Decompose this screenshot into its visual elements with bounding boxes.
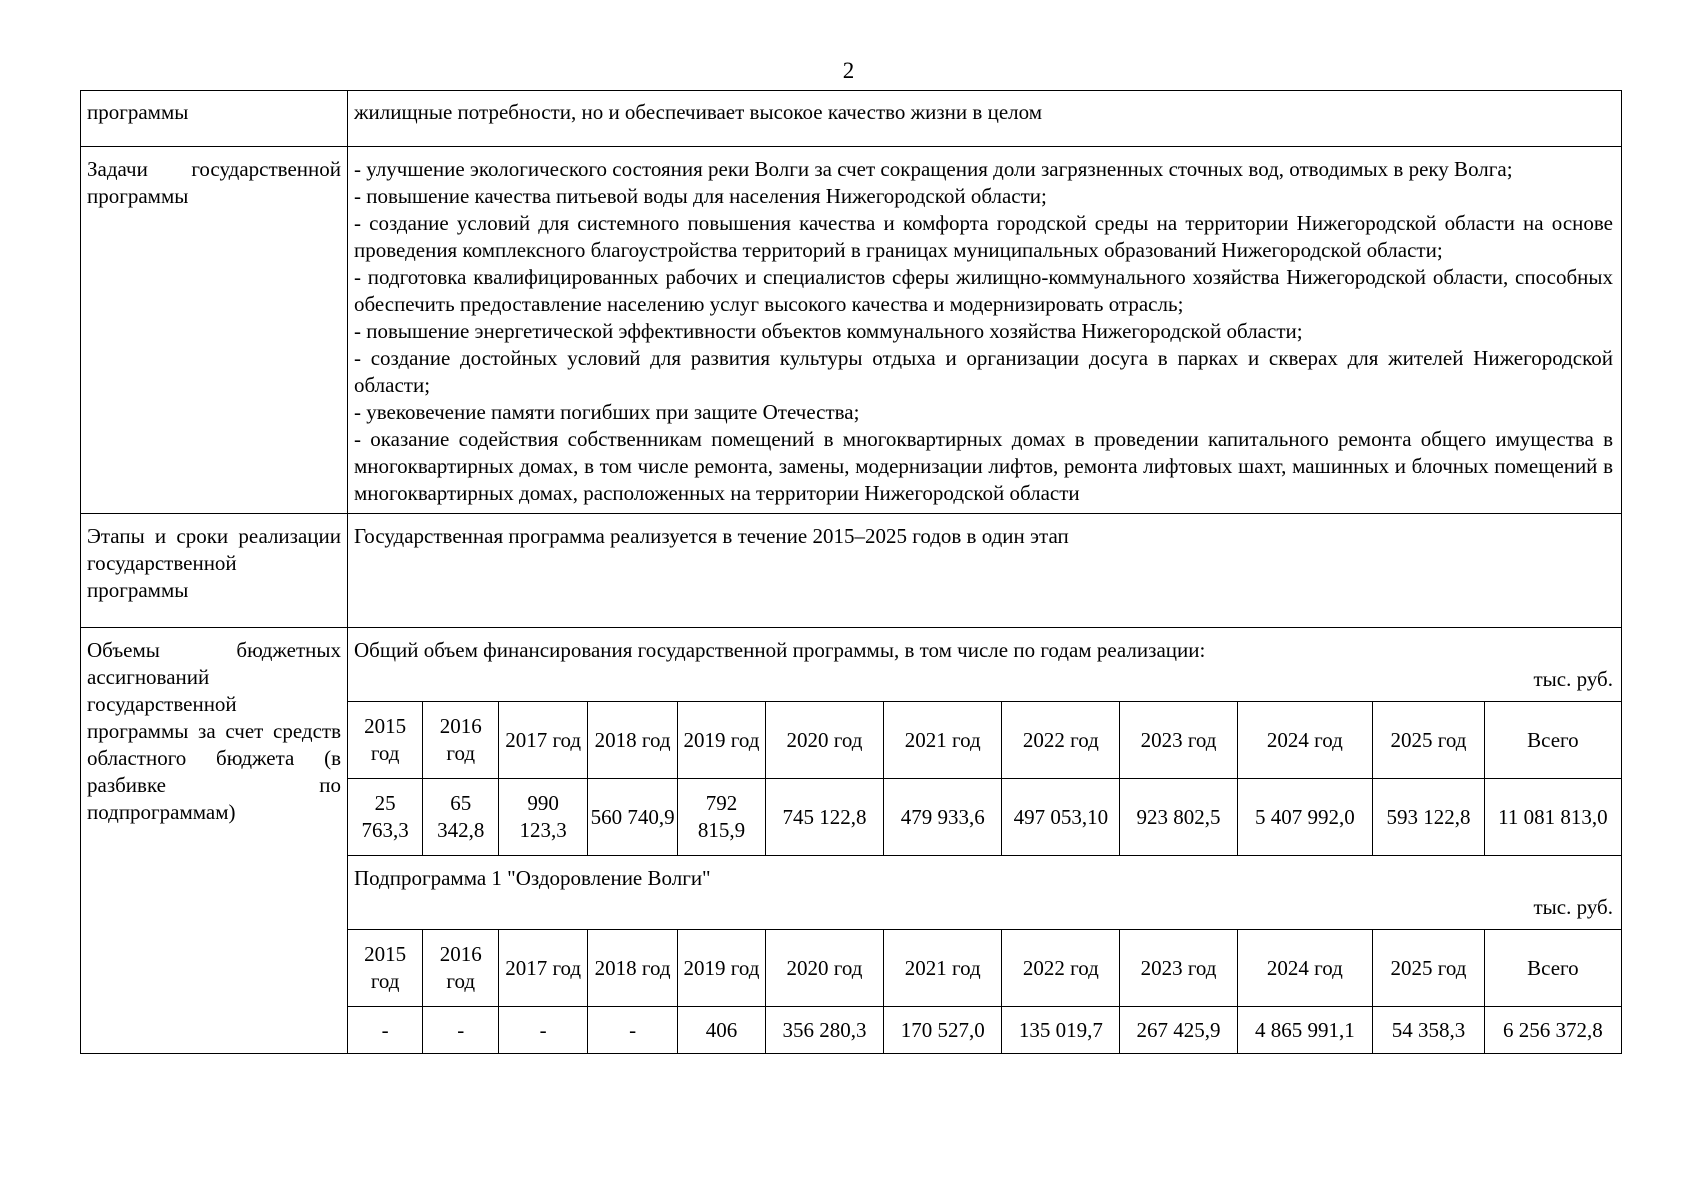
task-item: - создание условий для системного повышения качества и комфорта городской среды на территории Нижегородской области на основе проведения комплексного благоустройства территорий в границах муниципальных образований Нижегородской области; [354, 211, 1613, 262]
value-cell: 593 122,8 [1373, 779, 1485, 856]
value-cell: 5 407 992,0 [1237, 779, 1373, 856]
total-header: Всего [1484, 702, 1621, 779]
intro-text: жилищные потребности, но и обеспечивает высокое качество жизни в целом [348, 91, 1622, 147]
year-header: 2020 год [765, 702, 883, 779]
year-header: 2017 год [499, 702, 588, 779]
subprogram-1-caption: Подпрограмма 1 "Оздоровление Волги" [354, 866, 711, 890]
value-cell: 497 053,10 [1002, 779, 1120, 856]
total-value-cell: 11 081 813,0 [1484, 779, 1621, 856]
tasks-row [81, 147, 1622, 514]
value-cell: 792 815,9 [678, 779, 766, 856]
task-item: - повышение качества питьевой воды для населения Нижегородской области; [354, 184, 1047, 208]
year-header: 2015 год [348, 702, 423, 779]
task-item: - оказание содействия собственникам помещений в многоквартирных домах в проведении капитального ремонта общего имущества в многоквартирных домах, в том числе ремонта, замены, модернизации лифтов, ремонта лифтовых шахт, машинных и блочных помещений в многоквартирных домах, расположенных на территории Нижегородской области [354, 427, 1613, 505]
total-values-row [348, 779, 1621, 856]
stages-text: Государственная программа реализуется в течение 2015–2025 годов в один этап [348, 514, 1622, 628]
year-header: 2024 год [1237, 702, 1373, 779]
tasks-label: Задачи государственной программы [81, 147, 348, 514]
value-cell: - [499, 1007, 588, 1054]
year-header: 2019 год [678, 702, 766, 779]
task-item: - подготовка квалифицированных рабочих и специалистов сферы жилищно-коммунального хозяйства Нижегородской области, способных обеспечить предоставление населению услуг высокого качества и модернизировать отрасль; [354, 265, 1613, 316]
year-header: 2021 год [884, 702, 1002, 779]
program-passport-table [80, 90, 1622, 1054]
value-cell: 54 358,3 [1373, 1007, 1485, 1054]
value-cell: - [423, 1007, 499, 1054]
stages-row [81, 514, 1622, 628]
value-cell: 990 123,3 [499, 779, 588, 856]
stages-label: Этапы и сроки реализации государственной программы [81, 514, 348, 628]
total-financing-table [348, 701, 1621, 856]
value-cell: 923 802,5 [1120, 779, 1237, 856]
task-item: - увековечение памяти погибших при защите Отечества; [354, 400, 860, 424]
intro-row [81, 91, 1622, 147]
task-item: - улучшение экологического состояния реки Волги за счет сокращения доли загрязненных сточных вод, отводимых в реку Волга; [354, 157, 1513, 181]
year-header: 2018 год [588, 930, 678, 1007]
year-header: 2021 год [884, 930, 1002, 1007]
intro-label: программы [81, 91, 348, 147]
budget-content [348, 628, 1622, 1054]
value-cell: 65 342,8 [423, 779, 499, 856]
total-unit-label: тыс. руб. [1533, 667, 1613, 691]
value-cell: 356 280,3 [765, 1007, 883, 1054]
year-header: 2024 год [1237, 930, 1373, 1007]
year-header: 2023 год [1120, 930, 1237, 1007]
value-cell: 267 425,9 [1120, 1007, 1237, 1054]
budget-row [81, 628, 1622, 1054]
year-header: 2023 год [1120, 702, 1237, 779]
task-item: - создание достойных условий для развития культуры отдыха и организации досуга в парках и скверах для жителей Нижегородской области; [354, 346, 1613, 397]
subprogram-1-values-row [348, 1007, 1621, 1054]
value-cell: 406 [678, 1007, 766, 1054]
page-number: 2 [842, 58, 855, 83]
year-header-row [348, 702, 1621, 779]
year-header: 2016 год [423, 930, 499, 1007]
value-cell: - [588, 1007, 678, 1054]
subprogram-1-table [348, 929, 1621, 1053]
value-cell: 135 019,7 [1002, 1007, 1120, 1054]
value-cell: 479 933,6 [884, 779, 1002, 856]
total-financing-caption: Общий объем финансирования государственной программы, в том числе по годам реализации: [354, 638, 1206, 662]
year-header-row [348, 930, 1621, 1007]
value-cell: 25 763,3 [348, 779, 423, 856]
year-header: 2020 год [765, 930, 883, 1007]
value-cell: 560 740,9 [588, 779, 678, 856]
year-header: 2025 год [1373, 930, 1485, 1007]
budget-label: Объемы бюджетных ассигнований государственной программы за счет средств областного бюджета (в разбивке по подпрограммам) [81, 628, 348, 1054]
value-cell: 745 122,8 [765, 779, 883, 856]
task-item: - повышение энергетической эффективности объектов коммунального хозяйства Нижегородской области; [354, 319, 1303, 343]
year-header: 2025 год [1373, 702, 1485, 779]
year-header: 2015 год [348, 930, 423, 1007]
year-header: 2018 год [588, 702, 678, 779]
subprogram-1-unit-label: тыс. руб. [1533, 895, 1613, 919]
total-header: Всего [1484, 930, 1621, 1007]
value-cell: 4 865 991,1 [1237, 1007, 1373, 1054]
year-header: 2022 год [1002, 702, 1120, 779]
value-cell: 170 527,0 [884, 1007, 1002, 1054]
value-cell: - [348, 1007, 423, 1054]
year-header: 2016 год [423, 702, 499, 779]
year-header: 2017 год [499, 930, 588, 1007]
year-header: 2022 год [1002, 930, 1120, 1007]
tasks-list [348, 147, 1622, 514]
total-value-cell: 6 256 372,8 [1484, 1007, 1621, 1054]
year-header: 2019 год [678, 930, 766, 1007]
